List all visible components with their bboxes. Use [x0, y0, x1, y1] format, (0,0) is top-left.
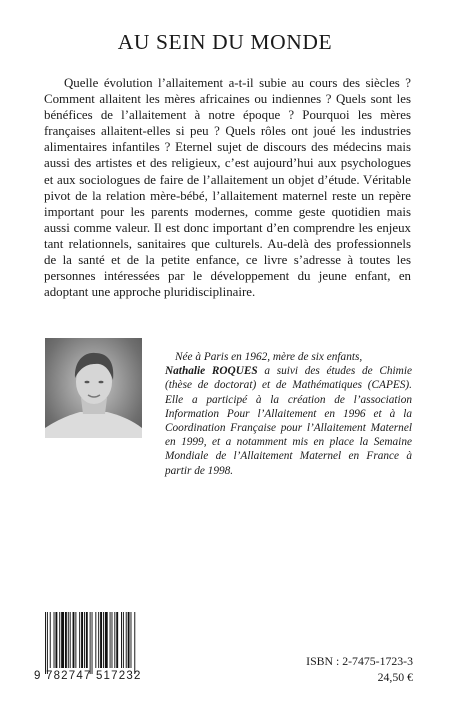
author-bio [165, 350, 412, 478]
author-bio-intro: Née à Paris en 1962, mère de six enfants, [175, 351, 363, 363]
back-cover-blurb: Quelle évolution l’allaitement a-t-il subie au cours des siècles ? Comment allaitent les mères africaines ou indiennes ? Quels sont les bénéfices de l’allaitement à notre époque ? Pourquoi les mères françaises allaitent-elles si peu ? Quels rôles ont joué les industries alimentaires infantiles ? Eternel sujet de discours des médecins mais aussi des artistes et des religieux, c’est aujourd’hui aux psychologues et aux sociologues de faire de l’allaitement un objet d’étude. Véritable pivot de la relation mère-bébé, l’allaitement maternel reste un repère important pour les parents modernes, comme geste quotidien mais aussi comme valeur. Il est donc important d’en comprendre les enjeux tant relationnels, sanitaires que culturels. Au-delà des professionnels de la santé et de la petite enfance, ce livre s’adresse à toutes les personnes intéressées par le développement du jeune enfant, en adoptant une approche pluridisciplinaire. [44, 76, 411, 300]
author-name: Nathalie ROQUES [165, 365, 258, 378]
isbn: ISBN : 2-7475-1723-3 [306, 654, 413, 668]
barcode-digits: 9 782747 517232 [34, 670, 142, 682]
barcode [43, 612, 179, 674]
author-bio-rest: a suivi des études de Chimie (thèse de doctorat) et de Mathématiques (CAPES). Elle a participé à la création de l’association Information Pour l’Allaitement en 1996 et à la Coordination Française pour l’Allaitement Maternel en 1999, et a notamment mis en place la Semaine Mondiale de l’Allaitement Maternel en France à partir de 1998. [165, 365, 412, 477]
book-title: AU SEIN DU MONDE [117, 30, 333, 54]
author-photo [45, 338, 142, 438]
price: 24,50 € [377, 670, 413, 684]
